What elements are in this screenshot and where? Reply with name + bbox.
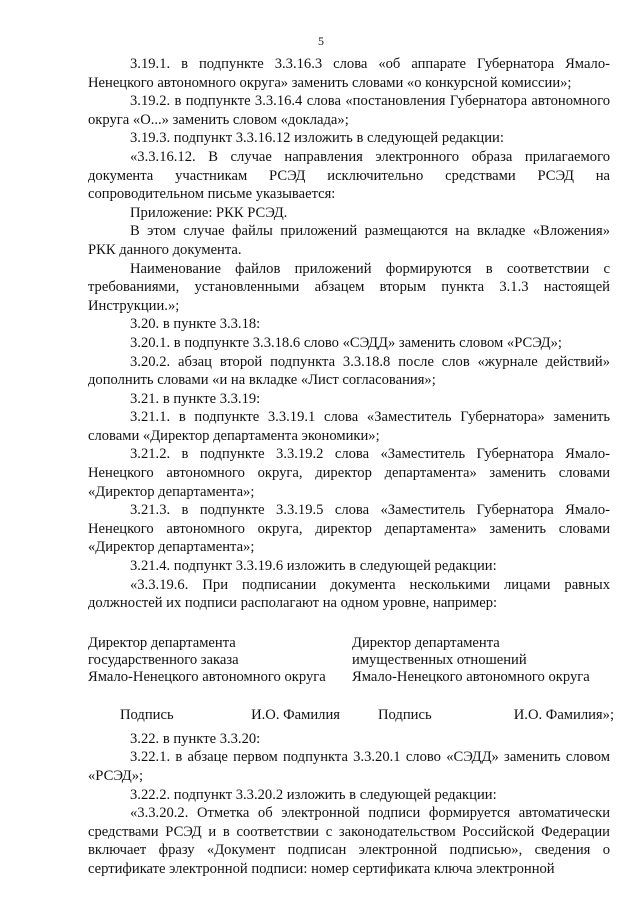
- paragraph-3-20-2: 3.20.2. абзац второй подпункта 3.3.18.8 после слов «журнале действий» дополнить словами «и на вкладке «Лист согласования»;: [88, 353, 610, 389]
- signature-left-title: [88, 635, 350, 686]
- paragraph-3-19-2: 3.19.2. в подпункте 3.3.16.4 слова «постановления Губернатора автономного округа «О...» заменить словом «доклада»;: [88, 93, 610, 128]
- paragraph-3-21: 3.21. в пункте 3.3.19:: [130, 390, 261, 407]
- signature-right-line: Ямало-Ненецкого автономного округа: [352, 668, 590, 685]
- paragraph-3-21-1: 3.21.1. в подпункте 3.3.19.1 слова «Заместитель Губернатора» заменить словами «Директор департамента экономики»;: [88, 409, 610, 444]
- page-number: 5: [318, 34, 324, 48]
- paragraph-3-21-3: 3.21.3. в подпункте 3.3.19.5 слова «Заместитель Губернатора Ямало-Ненецкого автономного округа, директор департамента» заменить словами «Директор департамента»;: [88, 502, 610, 556]
- paragraph-3-22-1: 3.22.1. в абзаце первом подпункта 3.3.20.1 слово «СЭДД» заменить словом «РСЭД»;: [88, 749, 610, 784]
- paragraph-file-names: Наименование файлов приложений формируются в соответствии с требованиями, установленными абзацем вторым пункта 3.1.3 настоящей Инструкции.»;: [88, 260, 610, 314]
- paragraph-3-3-16-12: «3.3.16.12. В случае направления электронного образа прилагаемого документа участникам РСЭД исключительно средствами РСЭД на сопроводительном письме указывается:: [88, 148, 610, 203]
- signature-right-sign: [352, 706, 614, 724]
- paragraph-3-21-4: 3.21.4. подпункт 3.3.19.6 изложить в следующей редакции:: [130, 558, 497, 575]
- signature-left-line: Ямало-Ненецкого автономного округа: [88, 668, 326, 685]
- signature-left-sign: [88, 706, 350, 724]
- paragraph-attachments-tab: В этом случае файлы приложений размещаются на вкладке «Вложения» РКК данного документа.: [88, 223, 610, 258]
- paragraph-3-20: 3.20. в пункте 3.3.18:: [130, 316, 261, 333]
- paragraph-3-19-3: 3.19.3. подпункт 3.3.16.12 изложить в следующей редакции:: [130, 130, 504, 147]
- signature-right-title: [352, 635, 614, 686]
- paragraph-3-19-1: 3.19.1. в подпункте 3.3.16.3 слова «об аппарате Губернатора Ямало-Ненецкого автономного округа» заменить словами «о конкурсной комиссии»;: [88, 56, 610, 91]
- paragraph-attachment: Приложение: РКК РСЭД.: [130, 204, 288, 221]
- paragraph-3-3-19-6: «3.3.19.6. При подписании документа несколькими лицами равных должностей их подписи располагают на одном уровне, например:: [88, 576, 610, 612]
- signature-right-sign-label: Подпись: [378, 706, 432, 723]
- paragraph-3-20-1: 3.20.1. в подпункте 3.3.18.6 слово «СЭДД» заменить словом «РСЭД»;: [130, 334, 562, 351]
- signature-left-line: государственного заказа: [88, 651, 239, 668]
- paragraph-3-22-2: 3.22.2. подпункт 3.3.20.2 изложить в следующей редакции:: [130, 786, 497, 803]
- signature-left-name: И.О. Фамилия: [251, 706, 340, 723]
- paragraph-3-22: 3.22. в пункте 3.3.20:: [130, 730, 261, 747]
- paragraph-3-3-20-2: «3.3.20.2. Отметка об электронной подписи формируется автоматически средствами РСЭД и в соответствии с законодательством Российской Федерации включает фразу «Документ подписан электронной подписью», сведения о сертификате электронной подписи: номер сертификата ключа электронной: [88, 805, 610, 877]
- body-bottom: [88, 730, 610, 879]
- signature-left-line: Директор департамента: [88, 634, 236, 651]
- paragraph-3-21-2: 3.21.2. в подпункте 3.3.19.2 слова «Заместитель Губернатора Ямало-Ненецкого автономного округа, директор департамента» заменить словами «Директор департамента»;: [88, 446, 610, 500]
- body-top: [88, 55, 610, 613]
- signature-right-line: имущественных отношений: [352, 651, 527, 668]
- signature-left-sign-label: Подпись: [120, 706, 174, 723]
- signature-right-name: И.О. Фамилия»;: [513, 706, 614, 723]
- signature-block: [88, 635, 610, 686]
- signature-right-line: Директор департамента: [352, 634, 500, 651]
- signature-names-row: [88, 706, 614, 724]
